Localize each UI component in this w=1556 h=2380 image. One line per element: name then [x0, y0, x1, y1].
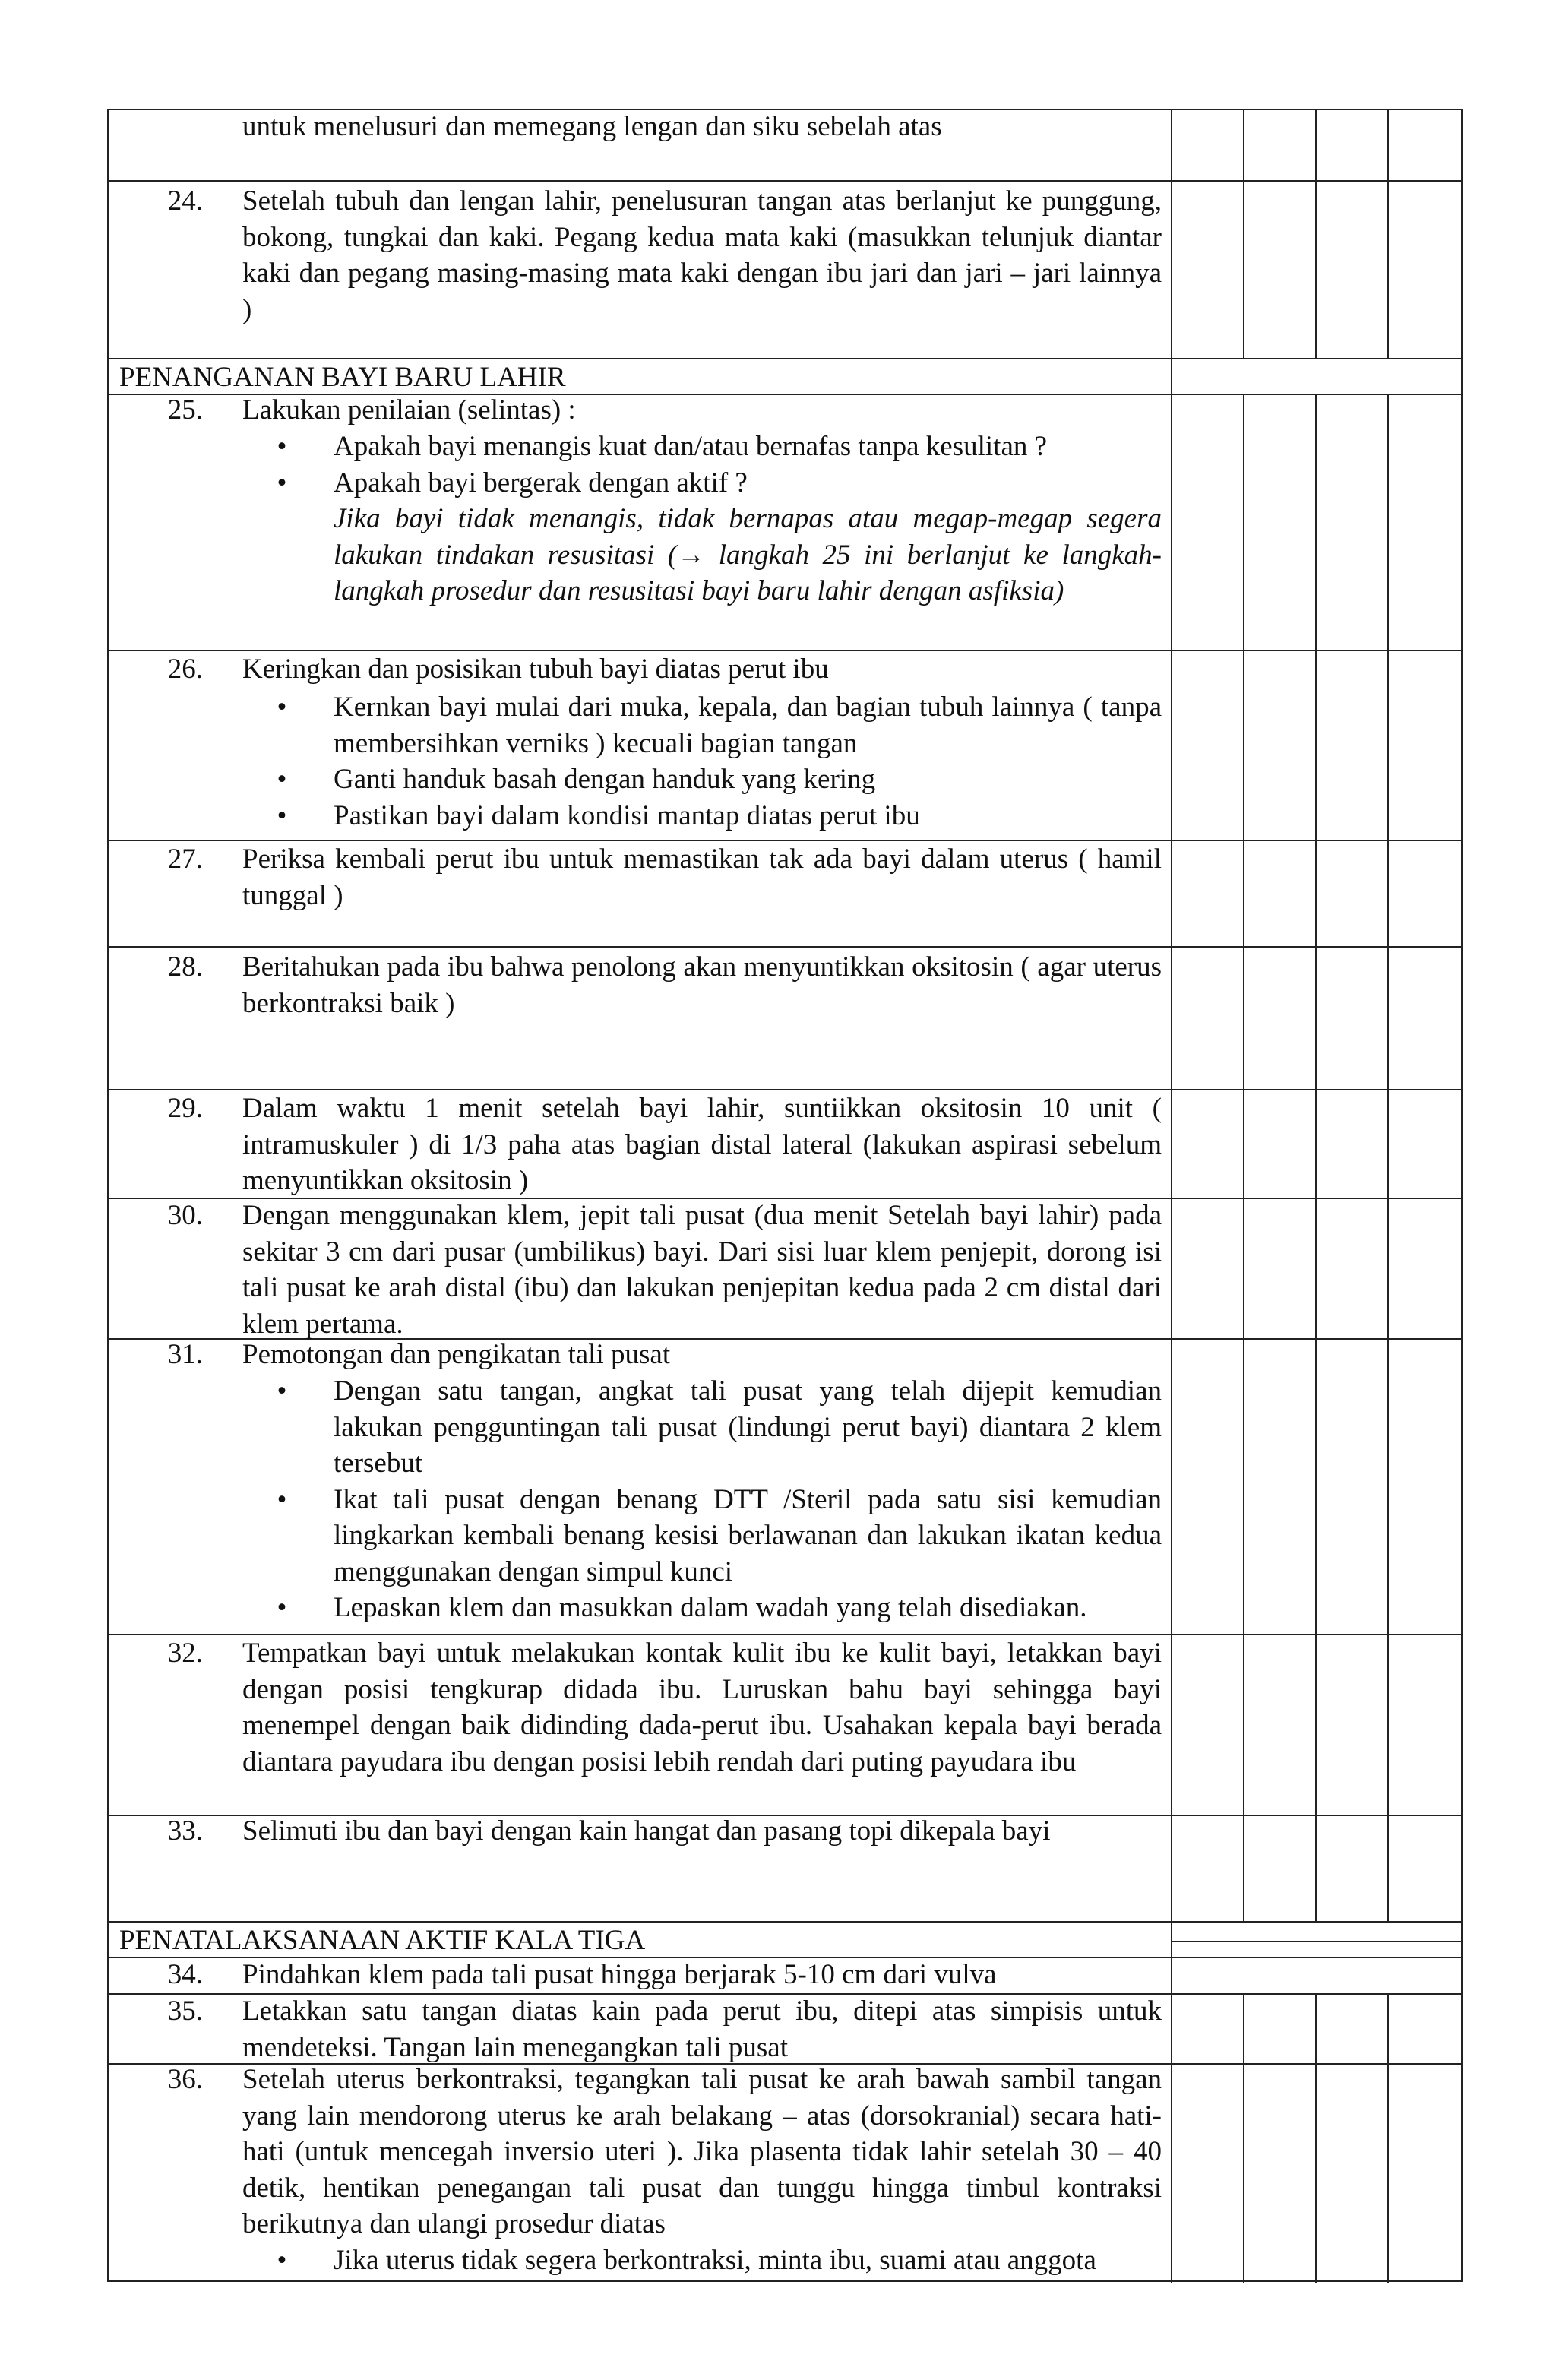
check-cell[interactable]	[1244, 395, 1317, 650]
item-text: Letakkan satu tangan diatas kain pada perut ibu, ditepi atas simpisis untuk mendeteksi. Tangan lain menegangkan tali pusat	[242, 1995, 1162, 2063]
check-cells	[1171, 1635, 1461, 1815]
bullet-icon: •	[277, 2245, 287, 2276]
item-text: Periksa kembali perut ibu untuk memastikan tak ada bayi dalam uterus ( hamil tunggal )	[242, 843, 1162, 911]
section-cells	[1171, 1923, 1461, 1957]
bullet-list	[274, 429, 1162, 609]
table-row	[109, 948, 1461, 1090]
check-cell[interactable]	[1317, 2065, 1389, 2283]
check-cell[interactable]	[1317, 1199, 1389, 1338]
check-cell[interactable]	[1172, 182, 1244, 358]
check-cell[interactable]	[1389, 2065, 1463, 2283]
item-text: Dalam waktu 1 menit setelah bayi lahir, suntiikkan oksitosin 10 unit ( intramuskuler ) di 1/3 paha atas bagian distal lateral (lakukan aspirasi sebelum menyuntikkan oksitosin )	[242, 1093, 1162, 1196]
bullet-list	[274, 1373, 1162, 1626]
item-text: Setelah tubuh dan lengan lahir, penelusuran tangan atas berlanjut ke punggung, bokong, tungkai dan kaki. Pegang kedua mata kaki (masukkan telunjuk diantar kaki dan pegang masing-masing mata kaki dengan ibu jari dan jari – jari lainnya )	[242, 185, 1162, 325]
check-cell[interactable]	[1317, 395, 1389, 650]
item-text: Beritahukan pada ibu bahwa penolong akan menyuntikkan oksitosin ( agar uterus berkontraksi baik )	[242, 951, 1162, 1019]
check-cell[interactable]	[1244, 1340, 1317, 1634]
item-number: 27.	[167, 843, 203, 875]
section-heading: PENANGANAN BAYI BARU LAHIR	[119, 362, 566, 393]
bullet-item: • Ikat tali pusat dengan benang DTT /Steril pada satu sisi kemudian lingkarkan kembali benang kesisi berlawanan dan lakukan ikatan kedua menggunakan dengan simpul kunci	[274, 1482, 1162, 1590]
table-row	[109, 395, 1461, 651]
check-cell[interactable]	[1172, 948, 1244, 1089]
table-row	[109, 651, 1461, 841]
item-text: untuk menelusuri dan memegang lengan dan siku sebelah atas	[242, 111, 942, 142]
check-cells	[1171, 395, 1461, 650]
check-cell[interactable]	[1244, 1090, 1317, 1198]
item-note: Jika bayi tidak menangis, tidak bernapas atau megap-megap segera lakukan tindakan resusitasi (→ langkah 25 ini berlanjut ke langkah-langkah prosedur dan resusitasi bayi baru lahir dengan asfiksia)	[334, 503, 1162, 606]
check-cells	[1171, 2065, 1461, 2283]
check-cell[interactable]	[1244, 182, 1317, 358]
section-row	[109, 359, 1461, 395]
item-number: 29.	[167, 1093, 203, 1124]
check-cell[interactable]	[1317, 651, 1389, 840]
check-cell[interactable]	[1317, 110, 1389, 180]
check-cell[interactable]	[1172, 841, 1244, 946]
bullet-icon: •	[277, 799, 287, 831]
check-cells	[1171, 182, 1461, 358]
check-cell[interactable]	[1317, 948, 1389, 1089]
check-cells	[1171, 1995, 1461, 2063]
item-text: Dengan menggunakan klem, jepit tali pusat (dua menit Setelah bayi lahir) pada sekitar 3 cm dari pusar (umbilikus) bayi. Dari sisi luar klem penjepit, dorong isi tali pusat ke arah distal (ibu) dan lakukan penjepitan kedua pada 2 cm distal dari klem pertama.	[242, 1200, 1162, 1340]
bullet-icon: •	[277, 692, 287, 723]
item-text: Lakukan penilaian (selintas) :	[242, 394, 576, 426]
section-heading: PENATALAKSANAAN AKTIF KALA TIGA	[119, 1925, 646, 1956]
table-row	[109, 110, 1461, 182]
check-cell[interactable]	[1389, 1816, 1463, 1921]
bullet-icon: •	[277, 1375, 287, 1407]
item-number: 26.	[167, 654, 203, 685]
item-text: Keringkan dan posisikan tubuh bayi diatas perut ibu	[242, 654, 829, 685]
item-text: Pemotongan dan pengikatan tali pusat	[242, 1339, 671, 1370]
item-number: 31.	[167, 1339, 203, 1370]
check-cell[interactable]	[1317, 1340, 1389, 1634]
section-cells	[1171, 1958, 1461, 1993]
check-cell[interactable]	[1317, 1090, 1389, 1198]
bullet-icon: •	[277, 467, 287, 498]
check-cells	[1171, 841, 1461, 946]
check-cell[interactable]	[1172, 651, 1244, 840]
check-cell[interactable]	[1389, 1340, 1463, 1634]
table-row	[109, 1635, 1461, 1816]
section-cells	[1171, 359, 1461, 394]
check-cell[interactable]	[1172, 1090, 1244, 1198]
check-cell[interactable]	[1389, 1995, 1463, 2063]
table-row	[109, 1340, 1461, 1635]
bullet-list	[274, 689, 1162, 834]
check-cell[interactable]	[1244, 1995, 1317, 2063]
check-cells	[1171, 110, 1461, 180]
table-row	[109, 841, 1461, 948]
check-cell[interactable]	[1172, 1199, 1244, 1338]
check-cell[interactable]	[1389, 395, 1463, 650]
bullet-item: • Apakah bayi menangis kuat dan/atau bernafas tanpa kesulitan ?	[274, 429, 1162, 465]
table-rule	[1171, 1941, 1461, 1942]
item-number: 36.	[167, 2064, 203, 2095]
bullet-icon: •	[277, 1483, 287, 1515]
check-cell[interactable]	[1244, 1816, 1317, 1921]
table-row	[109, 1995, 1461, 2065]
item-number: 28.	[167, 951, 203, 983]
checklist-table	[107, 109, 1463, 2282]
bullet-item: • Apakah bayi bergerak dengan aktif ?	[274, 465, 1162, 502]
item-number: 35.	[167, 1995, 203, 2027]
check-cell[interactable]	[1244, 841, 1317, 946]
check-cell[interactable]	[1317, 841, 1389, 946]
check-cell[interactable]	[1244, 1199, 1317, 1338]
check-cell[interactable]	[1389, 1199, 1463, 1338]
check-cell[interactable]	[1389, 651, 1463, 840]
bullet-list	[274, 2242, 1162, 2279]
item-text: Tempatkan bayi untuk melakukan kontak kulit ibu ke kulit bayi, letakkan bayi dengan posisi tengkurap didada ibu. Luruskan bahu bayi sehingga bayi menempel dengan baik didinding dada-perut ibu. Usahakan kepala bayi berada diantara payudara ibu dengan posisi lebih rendah dari puting payudara ibu	[242, 1638, 1162, 1777]
section-row	[109, 1923, 1461, 1958]
check-cells	[1171, 1090, 1461, 1198]
check-cell[interactable]	[1172, 1635, 1244, 1815]
table-row	[109, 182, 1461, 359]
check-cells	[1171, 1340, 1461, 1634]
check-cell[interactable]	[1317, 182, 1389, 358]
bullet-item: • Pastikan bayi dalam kondisi mantap diatas perut ibu	[274, 798, 1162, 834]
table-row	[109, 1199, 1461, 1340]
bullet-icon: •	[277, 764, 287, 795]
check-cell[interactable]	[1389, 841, 1463, 946]
check-cell[interactable]	[1244, 110, 1317, 180]
check-cell[interactable]	[1244, 948, 1317, 1089]
bullet-item: • Kernkan bayi mulai dari muka, kepala, dan bagian tubuh lainnya ( tanpa membersihkan verniks ) kecuali bagian tangan	[274, 689, 1162, 761]
check-cell[interactable]	[1389, 948, 1463, 1089]
check-cell[interactable]	[1172, 1995, 1244, 2063]
table-row	[109, 2065, 1461, 2283]
item-number: 34.	[167, 1959, 203, 1990]
check-cell[interactable]	[1389, 1090, 1463, 1198]
check-cell[interactable]	[1317, 1635, 1389, 1815]
check-cells	[1171, 651, 1461, 840]
item-text: Selimuti ibu dan bayi dengan kain hangat dan pasang topi dikepala bayi	[242, 1815, 1051, 1847]
check-cell[interactable]	[1389, 1635, 1463, 1815]
bullet-icon: •	[277, 1592, 287, 1623]
check-cell[interactable]	[1172, 110, 1244, 180]
check-cell[interactable]	[1244, 651, 1317, 840]
bullet-item: • Lepaskan klem dan masukkan dalam wadah yang telah disediakan.	[274, 1590, 1162, 1626]
check-cells	[1171, 948, 1461, 1089]
item-number: 24.	[167, 185, 203, 217]
check-cell[interactable]	[1172, 1340, 1244, 1634]
check-cell[interactable]	[1244, 2065, 1317, 2283]
item-number: 30.	[167, 1200, 203, 1231]
bullet-item: • Ganti handuk basah dengan handuk yang kering	[274, 761, 1162, 798]
check-cell[interactable]	[1244, 1635, 1317, 1815]
item-number: 32.	[167, 1638, 203, 1669]
table-row	[109, 1816, 1461, 1923]
check-cell[interactable]	[1389, 110, 1463, 180]
check-cell[interactable]	[1172, 2065, 1244, 2283]
item-text: Pindahkan klem pada tali pusat hingga berjarak 5-10 cm dari vulva	[242, 1959, 997, 1990]
bullet-item: • Dengan satu tangan, angkat tali pusat yang telah dijepit kemudian lakukan pengguntingan tali pusat (lindungi perut bayi) diantara 2 klem tersebut	[274, 1373, 1162, 1482]
check-cell[interactable]	[1172, 395, 1244, 650]
item-text: Setelah uterus berkontraksi, tegangkan tali pusat ke arah bawah sambil tangan yang lain mendorong uterus ke arah belakang – atas (dorsokranial) secara hati-hati (untuk mencegah inversio uteri ). Jika plasenta tidak lahir setelah 30 – 40 detik, hentikan penegangan tali pusat dan tunggu hingga timbul kontraksi berikutnya dan ulangi prosedur diatas	[242, 2064, 1162, 2239]
check-cells	[1171, 1199, 1461, 1338]
bullet-item: • Jika uterus tidak segera berkontraksi, minta ibu, suami atau anggota	[274, 2242, 1162, 2279]
check-cell[interactable]	[1317, 1995, 1389, 2063]
item-number: 25.	[167, 394, 203, 426]
table-row	[109, 1958, 1461, 1995]
check-cell[interactable]	[1172, 1816, 1244, 1921]
bullet-icon: •	[277, 431, 287, 462]
check-cells	[1171, 1816, 1461, 1921]
table-row	[109, 1090, 1461, 1199]
item-number: 33.	[167, 1815, 203, 1847]
check-cell[interactable]	[1389, 182, 1463, 358]
check-cell[interactable]	[1317, 1816, 1389, 1921]
